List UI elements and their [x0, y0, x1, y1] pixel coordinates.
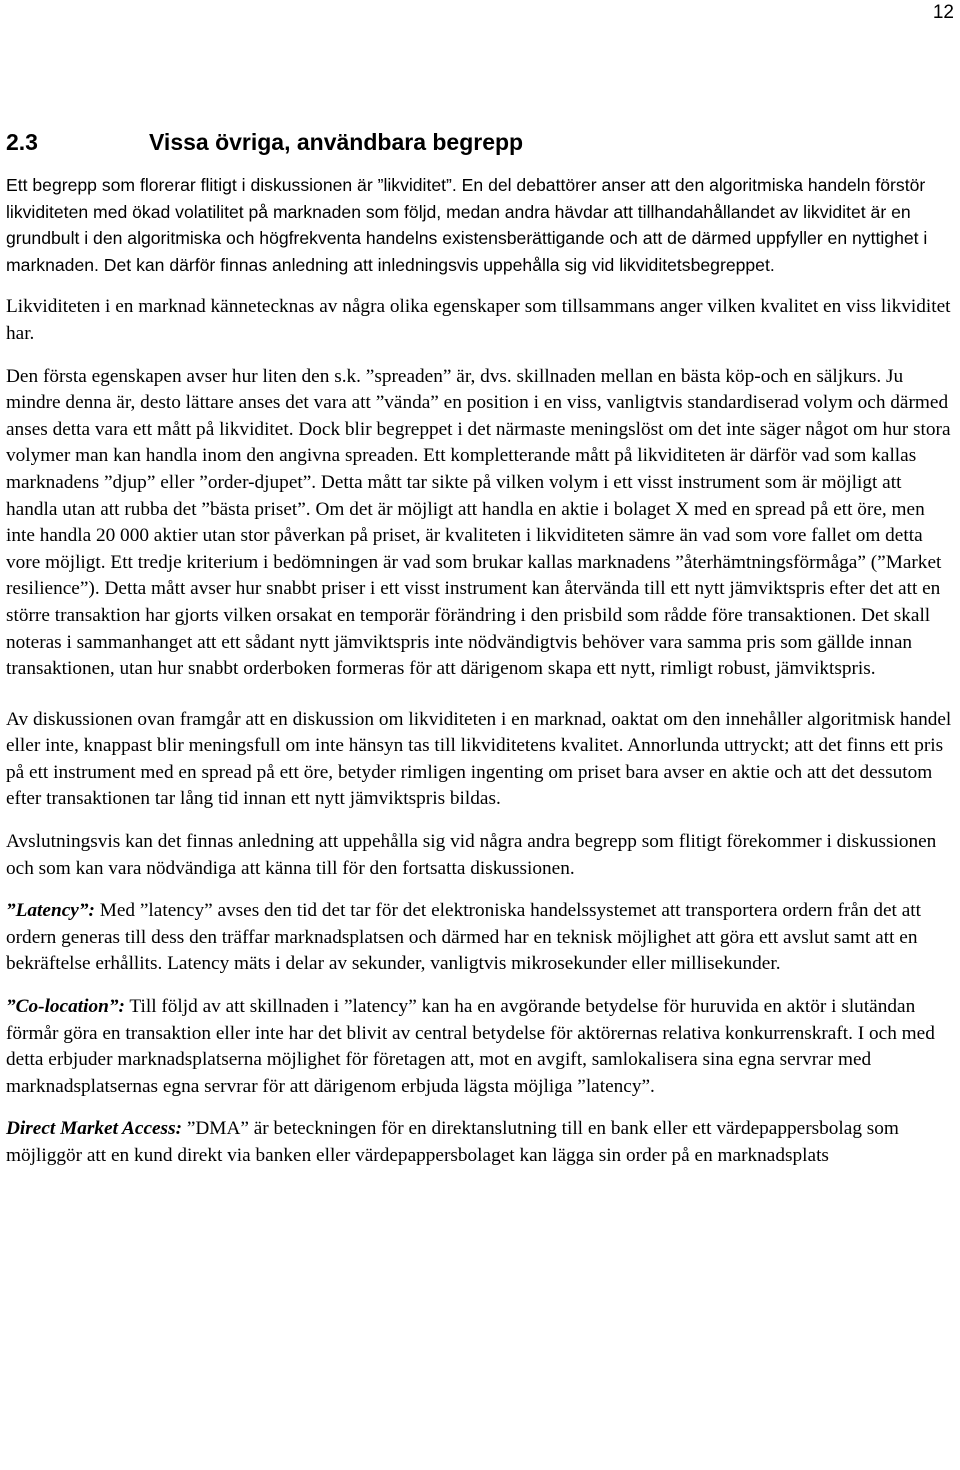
definition-co-location: [6, 994, 956, 1100]
document-body: [6, 128, 956, 1186]
definition-text: Till följd av att skillnaden i ”latency” kan ha en avgörande betydelse för huruvida en aktör i slutändan förmår göra en transaktion eller inte har det blivit av central betydelse för aktörernas relativa konkurrenskraft. I och med detta erbjuder marknadsplatserna möjlighet för företagen att, mot en avgift, samlokalisera sina egna servrar med marknadsplatsernas egna servrar för att därigenom erbjuda lägsta möjliga ”latency”.: [6, 996, 935, 1097]
definition-term: Direct Market Access:: [6, 1118, 182, 1140]
paragraph-liquidity-intro: Ett begrepp som florerar flitigt i diskussionen är ”likviditet”. En del debattörer anser att den algoritmiska handeln förstör likviditeten med ökad volatilitet på marknaden som följd, medan andra hävdar att tillhandahållandet av likviditet är en grundbult i den algoritmiska och högfrekventa handelns existensberättigande och att de därmed uppfyller en nyttighet i marknaden. Det kan därför finnas anledning att inledningsvis uppehålla sig vid likviditetsbegreppet.: [6, 175, 928, 275]
definition-latency: [6, 898, 956, 978]
section-title: Vissa övriga, användbara begrepp: [149, 129, 524, 155]
definition-direct-market-access: [6, 1116, 956, 1169]
definition-text: Med ”latency” avses den tid det tar för det elektroniska handelssystemet att transportera ordern från det att ordern generas till dess den träffar marknadsplatsen och därmed har en teknisk möjlighet att göra ett avslut samt att en bekräftelse erhållits. Latency mäts i delar av sekunder, vanligtvis mikrosekunder eller millisekunder.: [6, 900, 921, 975]
paragraph-liquidity-quality: Av diskussionen ovan framgår att en diskussion om likviditeten i en marknad, oaktat om den innehåller algoritmisk handel eller inte, knappast blir meningsfull om inte hänsyn tas till likviditetens kvalitet. Annorlunda uttryckt; att det finns ett pris på ett instrument med en spread på ett öre, betyder rimligen ingenting om priset bara avser en aktie och att det dessutom efter transaktionen tar lång tid innan ett nytt jämviktspris bildas.: [6, 708, 952, 810]
paragraph-liquidity-properties: Likviditeten i en marknad kännetecknas av några olika egenskaper som tillsammans anger vilken kvalitet en viss likviditet har.: [6, 296, 951, 344]
definition-term: ”Latency”:: [6, 900, 95, 922]
section-number: 2.3: [6, 129, 38, 155]
paragraph-spread-depth-resilience: Den första egenskapen avser hur liten den s.k. ”spreaden” är, dvs. skillnaden mellan en bästa köp-och en säljkurs. Ju mindre denna är, desto lättare anses det vara att ”vända” en position i en viss, vanligtvis standardiserad volym och därmed anses detta vara ett mått på likviditet. Dock blir begreppet i det närmaste meningslöst om det inte säger något om hur stora volymer man kan handla inom den angivna spreaden. Ett kompletterande mått på likviditeten är därför vad som kallas marknadens ”djup” eller ”order-djupet”. Detta mått tar sikte på vilken volym i ett visst instrument som är möjligt att handla utan att rubba det ”bästa priset”. Om det är möjligt att handla en aktie i bolaget X med en spread på ett öre, men inte handla 20 000 aktier utan stor påverkan på priset, är kvaliteten i likviditeten sämre än vad som vore fallet om detta vore möjligt. Ett tredje kriterium i bedömningen är vad som brukar kallas marknadens ”återhämtningsförmåga” (”Market resilience”). Detta mått avser hur snabbt priser i ett visst instrument kan återvända till ett nytt jämviktspris efter det att en större transaktion har gjorts vilken orsakat en temporär förändring i den prisbild som rådde före transaktionen. Det skall noteras i sammanhanget att ett sådant nytt jämviktspris inte nödvändigtvis behöver vara samma pris som gällde innan transaktionen, utan hur snabbt orderboken formeras för att därigenom skapa ett nytt, rimligt robust, jämviktspris.: [6, 365, 951, 680]
paragraph-other-concepts: Avslutningsvis kan det finnas anledning att uppehålla sig vid några andra begrepp som flitigt förekommer i diskussionen och som kan vara nödvändiga att känna till för den fortsatta diskussionen.: [6, 831, 937, 879]
definition-term: ”Co-location”:: [6, 996, 125, 1018]
page-number: 12: [932, 2, 954, 23]
definition-text: ”DMA” är beteckningen för en direktanslutning till en bank eller ett värdepappersbolag som möjliggör att en kund direkt via banken eller värdepappersbolaget kan lägga sin order på en marknadsplats: [6, 1118, 899, 1166]
section-heading: [6, 128, 956, 156]
